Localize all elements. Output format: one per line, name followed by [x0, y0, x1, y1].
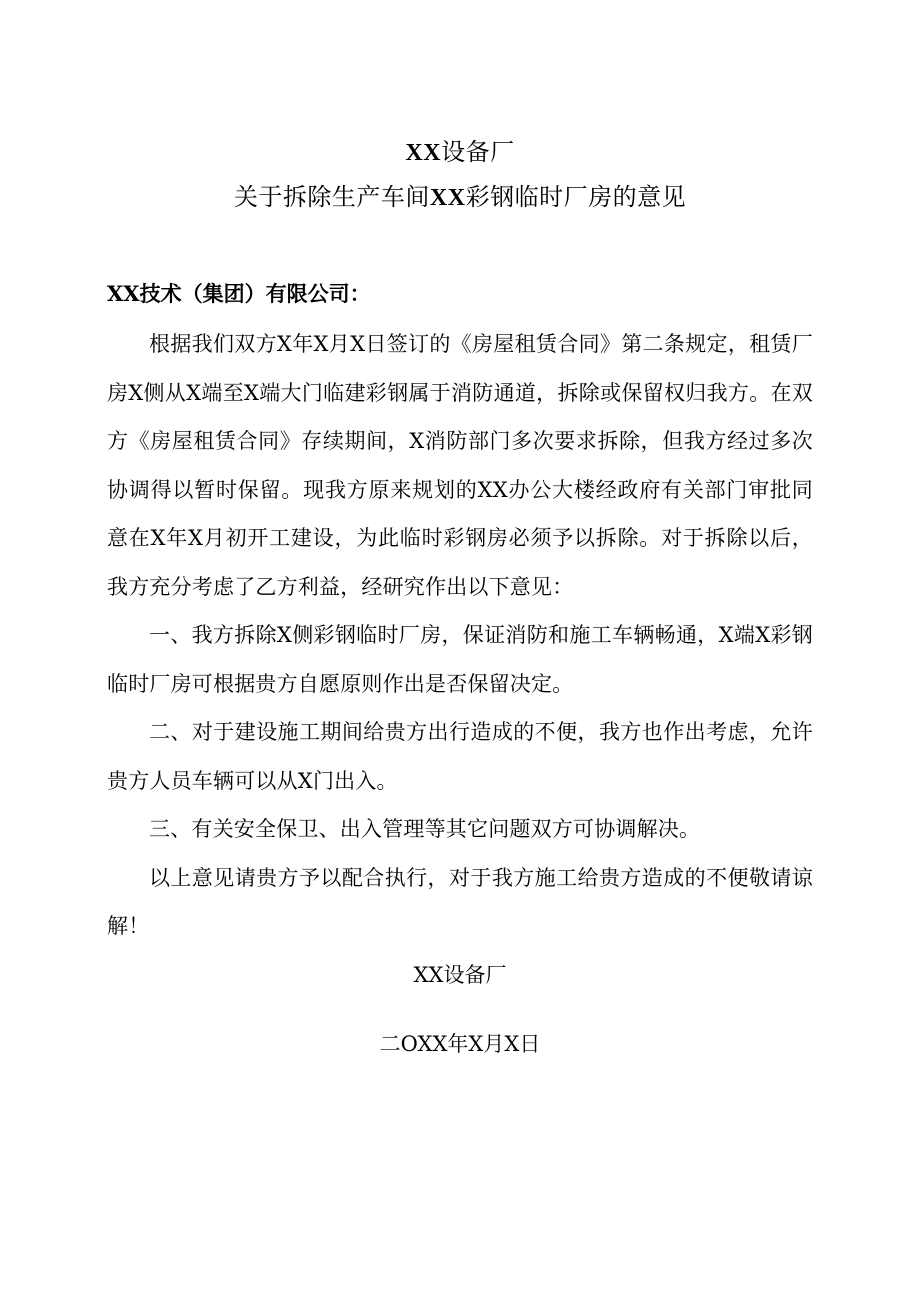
title-org-prefix: XX — [405, 140, 442, 166]
letter-body — [107, 270, 813, 1089]
document-title-org — [0, 130, 920, 175]
paragraph-item-2: 二、对于建设施工期间给贵方出行造成的不便，我方也作出考虑，允许贵方人员车辆可以从X门出入。 — [107, 720, 813, 793]
document-title-subject — [0, 175, 920, 220]
paragraph-intro: 根据我们双方X年X月X日签订的《房屋租赁合同》第二条规定，租赁厂房X侧从X端至X端大门临建彩钢属于消防通道，拆除或保留权归我方。在双方《房屋租赁合同》存续期间，X消防部门多次要求拆除，但我方经过多次协调得以暂时保留。现我方原来规划的XX办公大楼经政府有关部门审批同意在X年X月初开工建设，为此临时彩钢房必须予以拆除。对于拆除以后，我方充分考虑了乙方利益，经研究作出以下意见： — [107, 332, 813, 599]
title-block — [0, 130, 920, 220]
title-subject-bold: XX — [429, 185, 466, 211]
addressee: XX技术（集团）有限公司： — [107, 281, 371, 306]
date: 二OXX年X月X日 — [379, 1031, 541, 1056]
title-subject-rest: 彩钢临时厂房的意见 — [465, 183, 687, 211]
paragraph-item-3: 三、有关安全保卫、出入管理等其它问题双方可协调解决。 — [149, 817, 701, 841]
paragraph-closing: 以上意见请贵方予以配合执行，对于我方施工给贵方造成的不便敬请谅解！ — [107, 865, 813, 938]
signature: XX设备厂 — [413, 962, 507, 987]
paragraph-item-1: 一、我方拆除X侧彩钢临时厂房，保证消防和施工车辆畅通，X端X彩钢临时厂房可根据贵方自愿原则作出是否保留决定。 — [107, 623, 813, 696]
title-subject-prefix: 关于拆除生产车间 — [233, 183, 430, 211]
title-org-name: 设备厂 — [441, 138, 515, 166]
